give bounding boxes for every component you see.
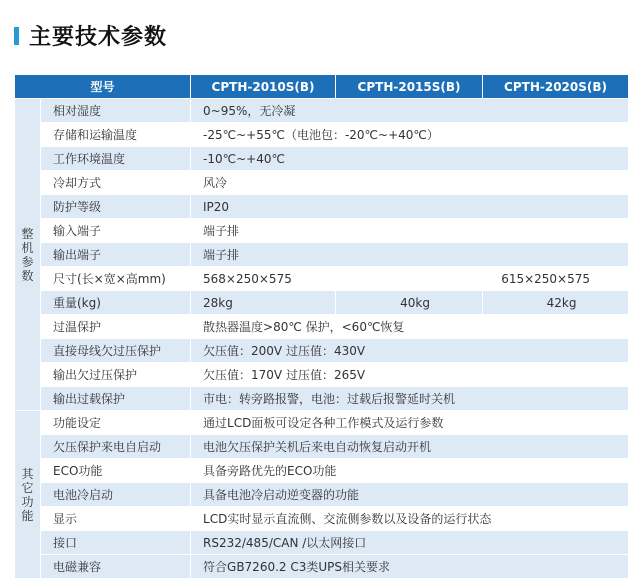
- header-model-1: CPTH-2010S(B): [191, 75, 336, 99]
- row-label: 存储和运输温度: [41, 123, 191, 147]
- row-label: ECO功能: [41, 459, 191, 483]
- table-row: [15, 531, 629, 555]
- table-row: [15, 483, 629, 507]
- table-row: [15, 411, 629, 435]
- row-label: 冷却方式: [41, 171, 191, 195]
- row-value: 电池欠压保护关机后来电自动恢复启动开机: [191, 435, 629, 459]
- row-label: 功能设定: [41, 411, 191, 435]
- row-value: 具备电池冷启动逆变器的功能: [191, 483, 629, 507]
- table-row: [15, 99, 629, 123]
- title-accent-bar: [14, 27, 19, 45]
- row-label: 输出过载保护: [41, 387, 191, 411]
- table-row: [15, 171, 629, 195]
- row-value: 端子排: [191, 219, 629, 243]
- row-label: 电磁兼容: [41, 555, 191, 579]
- header-model-3: CPTH-2020S(B): [483, 75, 629, 99]
- group-label-other: 其 它 功 能: [15, 411, 41, 579]
- row-label: 直接母线欠过压保护: [41, 339, 191, 363]
- row-label: 欠压保护来电自启动: [41, 435, 191, 459]
- table-row: [15, 555, 629, 579]
- table-row: [15, 219, 629, 243]
- table-row: [15, 363, 629, 387]
- spec-table: [14, 74, 629, 579]
- row-label: 过温保护: [41, 315, 191, 339]
- row-value: -10℃~+40℃: [191, 147, 629, 171]
- table-row: [15, 435, 629, 459]
- table-row: [15, 387, 629, 411]
- row-value: 0~95%，无冷凝: [191, 99, 629, 123]
- row-label: 输出端子: [41, 243, 191, 267]
- row-value: 散热器温度>80℃ 保护，<60℃恢复: [191, 315, 629, 339]
- table-row: [15, 459, 629, 483]
- row-value: 风冷: [191, 171, 629, 195]
- page-title: 主要技术参数: [29, 25, 168, 50]
- table-row: [15, 243, 629, 267]
- table-row: [15, 123, 629, 147]
- row-label: 显示: [41, 507, 191, 531]
- row-label: 工作环境温度: [41, 147, 191, 171]
- table-row: [15, 291, 629, 315]
- row-value: 欠压值：200V 过压值：430V: [191, 339, 629, 363]
- header-model-label: 型号: [15, 75, 191, 99]
- table-row: [15, 339, 629, 363]
- row-value-model-1: 28kg: [191, 291, 336, 315]
- table-row: [15, 267, 629, 291]
- row-label: 防护等级: [41, 195, 191, 219]
- row-value: IP20: [191, 195, 629, 219]
- table-row: [15, 315, 629, 339]
- row-label: 接口: [41, 531, 191, 555]
- row-value-model-3: 615×250×575: [483, 267, 629, 291]
- row-label: 输出欠过压保护: [41, 363, 191, 387]
- row-value: 符合GB7260.2 C3类UPS相关要求: [191, 555, 629, 579]
- group-label-machine: 整 机 参 数: [15, 99, 41, 411]
- row-value-model-1: 568×250×575: [191, 267, 483, 291]
- header-model-2: CPTH-2015S(B): [336, 75, 483, 99]
- row-value-model-3: 42kg: [483, 291, 629, 315]
- row-value-model-2: 40kg: [336, 291, 483, 315]
- row-value: RS232/485/CAN /以太网接口: [191, 531, 629, 555]
- row-value: 欠压值：170V 过压值：265V: [191, 363, 629, 387]
- row-value: 通过LCD面板可设定各种工作模式及运行参数: [191, 411, 629, 435]
- row-label: 重量(kg): [41, 291, 191, 315]
- row-value: 市电：转旁路报警，电池：过载后报警延时关机: [191, 387, 629, 411]
- row-label: 相对湿度: [41, 99, 191, 123]
- row-label: 尺寸(长×宽×高mm): [41, 267, 191, 291]
- table-row: [15, 195, 629, 219]
- table-row: [15, 507, 629, 531]
- row-label: 电池冷启动: [41, 483, 191, 507]
- row-label: 输入端子: [41, 219, 191, 243]
- row-value: -25℃~+55℃（电池包：-20℃~+40℃）: [191, 123, 629, 147]
- row-value: 端子排: [191, 243, 629, 267]
- row-value: LCD实时显示直流侧、交流侧参数以及设备的运行状态: [191, 507, 629, 531]
- table-row: [15, 147, 629, 171]
- table-header-row: [15, 75, 629, 99]
- row-value: 具备旁路优先的ECO功能: [191, 459, 629, 483]
